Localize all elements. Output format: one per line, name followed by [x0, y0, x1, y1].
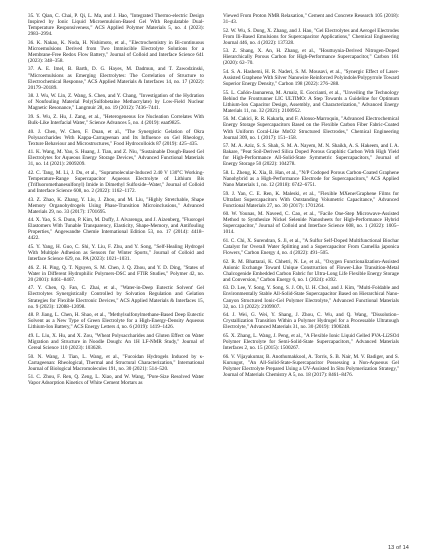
references-left-column	[28, 13, 204, 389]
reference-entry: 49. L. Liu, X. Hu, and X. Zou, "Wheat Polysaccharides and Gluten Effect on Water Migration and Structure in Noodle Dough: An 1H LF-NMR Study," Journal of Cereal Science 110 (2023): 103628.	[28, 332, 204, 351]
reference-entry: 66. V. Vijayakumar, B. Anothumakkool, A. Torris, S. B. Nair, M. V. Badiger, and S. Kurungot, "An All-Solid-State-Supercapacitor Possessing a Non-Aqueous Gel Polymer Electrolyte Prepared Using a UV-Assisted In Situ Polymerization Strategy," Journal of Materials Chemistry A 5, no. 18 (2017): 8461–8476.	[223, 353, 399, 378]
reference-entry: 45. Y. Yang, H. Guo, C. Shi, Y. Liu, F. Zhu, and Y. Song, "Self-Healing Hydrogel With Multiple Adhesion as Sensors for Winter Sports," Journal of Colloid and Interface Science 629, no. PA (2023): 1021–1031.	[28, 244, 204, 263]
reference-entry: 43. Z. Zhao, K. Zhang, Y. Liu, J. Zhou, and M. Liu, "Highly Stretchable, Shape Memory Organohydrogels Using Phase-Transition Microinclusions," Advanced Materials 29, no. 33 (2017): 1701695.	[28, 196, 204, 215]
reference-entry: 46. Z. H. Ping, Q. T. Nguyen, S. M. Chen, J. Q. Zhou, and Y. D. Ding, "States of Water in Different Hydrophilic Polymers-DSC and FTIR Studies," Polymer 42, no. 20 (2001): 8461–8467.	[28, 264, 204, 283]
reference-entry: 54. S. A. Hashemi, H. R. Naderi, S. M. Mousavi, et al., "Synergic Effect of Laser-Assisted Graphene With Silver Nanowire Reinforced Polyindole/Polypyrrole Toward Superior Energy Density," Carbon 198 (2022): 276–288.	[223, 69, 399, 88]
reference-entry: 50. N. Wang, J. Tian, L. Wang, et al., "Fucoidan Hydrogels Induced by κ-Carrageenan: Rheological, Thermal and Structural Characterization," International Journal of Biological Macromolecules 191, no. 30 (2021): 514–520.	[28, 353, 204, 372]
reference-entry: 56. M. Cakici, R. R. Kakarla, and F. Alonso-Marroquin, "Advanced Electrochemical Energy Storage Supercapacitors Based on the Flexible Carbon Fiber Fabric-Coated With Uniform Coral-Like MnO2 Structured Electrodes," Chemical Engineering Journal 309, no. 1 (2017): 151–158.	[223, 116, 399, 141]
reference-entry: 42. C. Tang, M. Li, J. Du, et al., "Supramolecular-Induced 2.40 V 130°C Working-Temperature-Range Supercapacitor Aqueous Electrolyte of Lithium Bis (Trifluoromethanesulfonyl) Imide in Dimethyl Sulfoxide–Water," Journal of Colloid and Interface Science 608, no. 2 (2022): 1162–1172.	[28, 169, 204, 195]
reference-entry: 40. J. Chen, W. Chen, F. Duan, et al., "The Synergistic Gelation of Okra Polysaccharides With Kappa-Carrageenan and Its Influence on Gel Rheology, Texture Behaviour and Microstructures," Food Hydrocolloids 87 (2019): 425–435.	[28, 128, 204, 147]
reference-entry: 35. Y. Qian, C. Chai, P. Qi, L. Ma, and J. Hao, "Integrated Thermo-electric Design Inspired by Ionic Liquid Microemulsion-Based Gel With Regulatable Dual-Temperature Responsiveness," ACS Applied Polymer Materials 5, no. 4 (2023): 2983–2994.	[28, 13, 204, 38]
reference-entry: 52. W. Wu, S. Dong, X. Zhang, and J. Hao, "Gel Electrolytes and Aerogel Electrodes From Ili-Based Emulsions for Supercapacitor Applications," Chemical Engineering Journal 446, no. 4 (2022): 137328.	[223, 27, 399, 46]
reference-entry: 37. A. E. Imel, B. Barth, D. G. Hayes, M. Dadmun, and T. Zawodzinski, "Microemulsions as Emerging Electrolytes: The Correlation of Structure to Electrochemical Response," ACS Applied Materials & Interfaces 14, no. 17 (2022): 20179–20189.	[28, 66, 204, 91]
reference-entry: 61. C. Chi, X. Surendran, S. Ji, et al., "A Sulfur Self-Doped Multifunctional Biochar Catalyst for Overall Water Splitting and a Supercapacitor From Camellia japonica Flowers," Carbon Energy 4, no. 4 (2022): 491–505.	[223, 238, 399, 257]
reference-entry: 38. J. Wu, W. Lin, Z. Wang, S. Chen, and Y. Chang, "Investigation of the Hydration of Nonfouling Material Poly(Sulfobetaine Methacrylate) by Low-Field Nuclear Magnetic Resonance," Langmuir 28, no. 19 (2012): 7436–7441.	[28, 93, 204, 112]
reference-entry: 44. X. Yao, S. S. Dunn, P. Kim, M. Duffy, J. Alvarenga, and J. Aizenberg, "Fluorogel Elastomers With Tunable Transparency, Elasticity, Shape-Memory, and Antifouling Properties," Angewandte Chemie International Edition 53, no. 17 (2014): 4418–4422.	[28, 217, 204, 242]
reference-entry: 39. S. Wu, Z. Hu, J. Zang, et al., "Heterogeneous Ice Nucleation Correlates With Bulk-Like Interfacial Water," Science Advances 5, no. 4 (2019): eaat9825.	[28, 113, 204, 126]
page-number: 13 of 14	[387, 545, 409, 551]
reference-entry: 62. R. M. Bhattarai, K. Chhetri, N. Le, et al., "Oxygen Functionalization-Assisted Anionic Exchange Toward Unique Construction of Flower-Like Transition-Metal Chalcogenide Embedded Carbon Fabric for Ultra-Long Life Flexible Energy Storage and Conversion," Carbon Energy 6, no. 1 (2024): e392.	[223, 258, 399, 283]
reference-entry: 41. K. Wang, M. Yao, S. Huang, J. Tian, and Z. Niu, "Sustainable Dough-Based Gel Electrolytes for Aqueous Energy Storage Devices," Advanced Functional Materials 31, no. 14 (2021): 2009209.	[28, 149, 204, 168]
reference-entry: 59. J. Yan, C. E. Ren, K. Maleski, et al., "Flexible MXene/Graphene Films for Ultrafast Supercapacitors With Outstanding Volumetric Capacitance," Advanced Functional Materials 27, no. 30 (2017): 1701264.	[223, 190, 399, 209]
references-right-column	[223, 13, 399, 380]
reference-entry: 36. K. Nakao, K. Noda, H. Nishimoto, et al., "Electrochemistry in Bi-continuous Microemulsions Derived from Two Immiscible Electrolyte Solutions for a Membrane-Free Redox Flow Battery," Journal of Colloid and Interface Science 641 (2023): 348–358.	[28, 39, 204, 64]
reference-entry: 64. J. Wei, G. Wei, Y. Shang, J. Zhou, C. Wu, and Q. Wang, "Dissolution–Crystallization Transition Within a Polymer Hydrogel for a Processable Ultratough Electrolyte," Advanced Materials 31, no. 30 (2019): 1900248.	[223, 312, 399, 331]
reference-entry: 47. Y. Chen, Q. Fan, C. Zhai, et al., "Water-in-Deep Eutectic Solvent' Gel Electrolytes Synergistically Controlled by Solvation Regulation and Gelation Strategies for Flexible Electronic Devices," ACS Applied Materials & Interfaces 15, no. 9 (2023): 12088–12098.	[28, 285, 204, 310]
reference-entry: 58. L. Zheng, K. Xia, B. Han, et al., "N/P Codoped Porous Carbon-Coated Graphene Nanohybrid as a High-Performance Electrode for Supercapacitors," ACS Applied Nano Materials 1, no. 12 (2018): 6742–6751.	[223, 169, 399, 188]
reference-entry: 60. W. Younas, M. Naveed, C. Cao, et al., "Facile One-Step Microwave-Assisted Method to Synthesize Nickel Selenide Nanosheets for High-Performance Hybrid Supercapacitor," Journal of Colloid and Interface Science 608, no. 1 (2022): 1005–1014.	[223, 211, 399, 236]
reference-entry: 51. C. Zhou, F. Ren, Q. Zeng, L. Xiao, and W. Wang, "Pore-Size Resolved Water Vapor Adsorption Kinetics of White Cement Mortars as	[28, 374, 204, 387]
reference-entry: 53. Z. Shang, X. An, H. Zhang, et al., "Houttuynia-Derived Nitrogen-Doped Hierarchically Porous Carbon for High-Performance Supercapacitor," Carbon 161 (2020): 62–70.	[223, 48, 399, 67]
reference-entry: 48. P. Jiang, L. Chen, H. Shao, et al., "Methylsulfonylmethane-Based Deep Eutectic Solvent as a New Type of Green Electrolyte for a High-Energy-Density Aqueous Lithium-Ion Battery," ACS Energy Letters 4, no. 6 (2019): 1419–1426.	[28, 312, 204, 331]
reference-entry: 57. M. A. Aziz, S. S. Shah, S. M. A. Nayem, M. N. Shaikh, A. S. Hakeem, and I. A. Bakare, "Peat Soil-Derived Silica Doped Porous Graphitic Carbon With High Yield for High-Performance All-Solid-State Symmetric Supercapacitors," Journal of Energy Storage 50 (2022): 104278.	[223, 143, 399, 168]
reference-entry: 65. X. Zhang, L. Wang, J. Peng, et al., "A Flexible Ionic Liquid Gelled PVA-Li2SO4 Polymer Electrolyte for Semi-Solid-State Supercapacitors," Advanced Materials Interfaces 2, no. 15 (2015): 1500267.	[223, 332, 399, 351]
reference-entry: Viewed From Proton NMR Relaxation," Cement and Concrete Research 105 (2018): 31–43.	[223, 13, 399, 26]
reference-entry: 63. D. Lee, Y. Song, Y. Song, S. J. Oh, U. H. Choi, and J. Kim, "Multi-Foldable and Environmentally Stable All-Solid-State Supercapacitor Based on Hierarchical Nano-Canyon Structured Ionic-Gel Polymer Electrolyte," Advanced Functional Materials 32, no. 13 (2022): 2109907.	[223, 285, 399, 310]
reference-entry: 55. L. Cañón-Jaunarena, M. Arnaiz, E. Goccianti, et al., "Unveiling the Technology Behind the Frontrunner LIC ULTIMO: A Step Towards a Guideline for Optimum Lithium-Ion Capacitor Design, Assembly, and Characterization," Advanced Energy Materials 11, no. 32 (2021): 2100952.	[223, 89, 399, 114]
